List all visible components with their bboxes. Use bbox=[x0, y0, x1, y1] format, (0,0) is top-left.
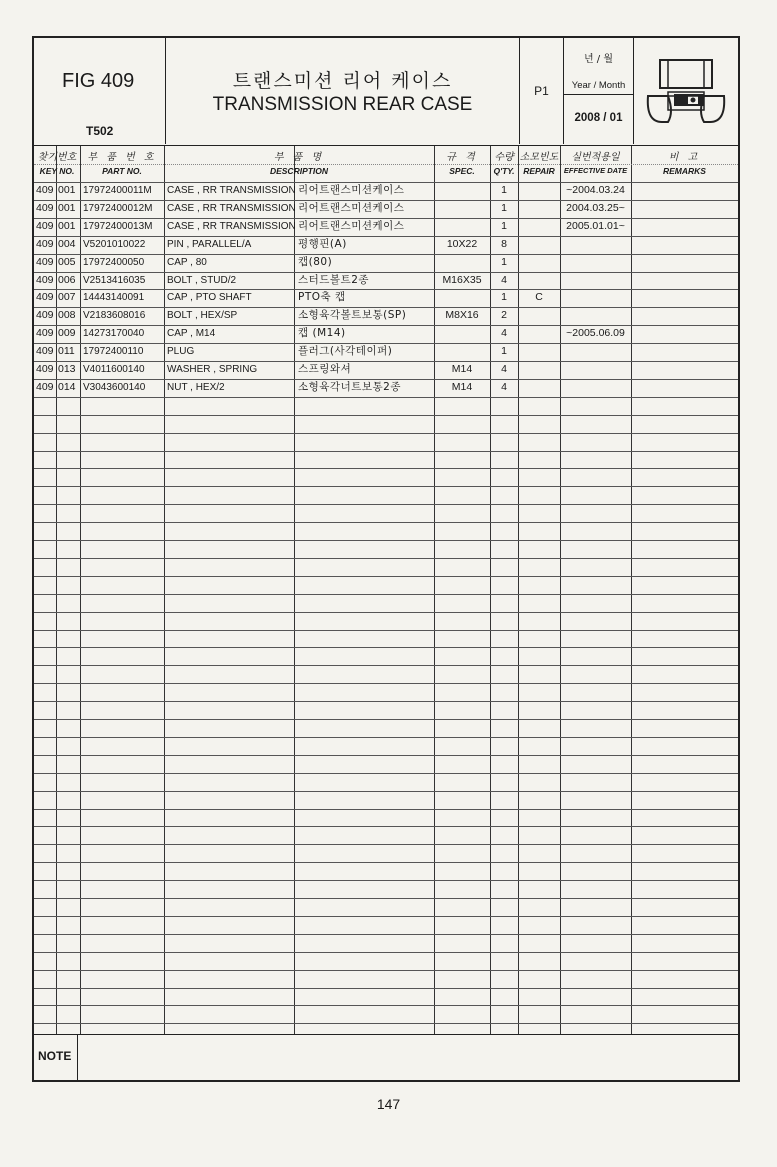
page-number: 147 bbox=[376, 1096, 401, 1112]
cell-qty: 1 bbox=[501, 255, 507, 268]
year-month-cell bbox=[564, 38, 634, 144]
cell-qty: 4 bbox=[501, 363, 507, 375]
cell-qty: 1 bbox=[501, 345, 507, 358]
cell-date: 2004.03.25~ bbox=[566, 201, 625, 214]
cell-desc: CAP , PTO SHAFT bbox=[167, 292, 252, 304]
cell-qty: 4 bbox=[501, 380, 507, 393]
cell-desc: CASE , RR TRANSMISSION bbox=[167, 220, 296, 232]
page-code: P1 bbox=[534, 84, 549, 98]
cell-key: 409 bbox=[36, 309, 54, 322]
year-month-korean: 년 / 월 bbox=[583, 54, 614, 65]
cell-part: 17972400050 bbox=[83, 256, 145, 268]
cell-part: 17972400013M bbox=[83, 220, 153, 232]
cell-part: V2513416035 bbox=[83, 274, 146, 286]
title-korean: 트랜스미션 리어 케이스 bbox=[232, 70, 453, 92]
col-part-en: PART NO. bbox=[102, 166, 142, 176]
cell-desc: BOLT , STUD/2 bbox=[167, 274, 237, 286]
cell-desc-ko: PTO축 캡 bbox=[298, 291, 346, 304]
cell-part: V5201010022 bbox=[83, 238, 146, 250]
cell-desc-ko: 플러그(사각테이퍼) bbox=[298, 345, 393, 358]
cell-date: ~2005.06.09 bbox=[566, 327, 625, 340]
cell-sub: 014 bbox=[58, 380, 76, 393]
cell-desc-ko: 소형육각볼트보통(SP) bbox=[298, 309, 407, 322]
cell-sub: 011 bbox=[58, 345, 75, 358]
note-label: NOTE bbox=[38, 1049, 72, 1063]
cell-sub: 001 bbox=[58, 184, 76, 196]
cell-sub: 008 bbox=[58, 309, 76, 322]
figure-number: FIG 409 bbox=[62, 70, 135, 92]
cell-desc: BOLT , HEX/SP bbox=[167, 310, 238, 322]
col-part-ko: 부 품 번 호 bbox=[87, 152, 157, 163]
cell-qty: 4 bbox=[501, 327, 507, 340]
cell-desc: PLUG bbox=[167, 346, 195, 358]
cell-key: 409 bbox=[36, 237, 54, 250]
col-repair-ko: 소모빈도 bbox=[519, 152, 559, 163]
col-spec-en: SPEC. bbox=[449, 166, 475, 176]
cell-desc: CASE , RR TRANSMISSION bbox=[167, 202, 296, 214]
cell-qty: 1 bbox=[501, 184, 507, 196]
col-key-ko: 찾기번호 bbox=[37, 152, 77, 163]
cell-sub: 004 bbox=[58, 237, 76, 250]
tractor-illustration bbox=[634, 38, 738, 144]
cell-spec: M14 bbox=[451, 363, 473, 375]
cell-key: 409 bbox=[36, 345, 54, 358]
cell-desc-ko: 캡 (M14) bbox=[298, 327, 346, 340]
year-month-label: Year / Month bbox=[571, 80, 626, 91]
cell-desc: CAP , M14 bbox=[167, 328, 216, 340]
figure-cell bbox=[34, 38, 166, 144]
cell-key: 409 bbox=[36, 201, 54, 214]
model-code: T502 bbox=[86, 124, 114, 138]
col-date-en: EFFECTIVE DATE bbox=[563, 166, 628, 175]
cell-part: 17972400110 bbox=[83, 346, 144, 358]
cell-spec: 10X22 bbox=[446, 237, 478, 250]
cell-part: V4011600140 bbox=[83, 364, 145, 375]
col-remarks-en: REMARKS bbox=[663, 166, 706, 176]
note-section bbox=[34, 1034, 738, 1080]
col-desc-en: DESCRIPTION bbox=[269, 166, 329, 176]
note-label-cell bbox=[34, 1035, 78, 1080]
cell-sub: 013 bbox=[58, 363, 76, 375]
cell-desc-ko: 리어트랜스미션케이스 bbox=[298, 184, 405, 196]
cell-desc: CASE , RR TRANSMISSION bbox=[167, 185, 296, 196]
cell-key: 409 bbox=[36, 255, 54, 268]
cell-qty: 4 bbox=[501, 273, 507, 286]
cell-sub: 009 bbox=[58, 327, 76, 340]
tractor-icon bbox=[638, 52, 734, 128]
cell-part: 14443140091 bbox=[83, 292, 145, 304]
cell-spec: M8X16 bbox=[445, 309, 479, 322]
col-desc-ko: 부 품 명 bbox=[273, 152, 325, 163]
col-qty-ko: 수량 bbox=[494, 152, 514, 163]
cell-desc-ko: 캡(80) bbox=[298, 255, 333, 268]
cell-qty: 1 bbox=[501, 219, 507, 232]
cell-part: 14273170040 bbox=[83, 328, 145, 340]
cell-key: 409 bbox=[36, 363, 54, 375]
cell-desc: NUT , HEX/2 bbox=[167, 381, 225, 393]
cell-desc: CAP , 80 bbox=[167, 256, 207, 268]
cell-qty: 1 bbox=[501, 201, 507, 214]
col-qty-en: Q'TY. bbox=[493, 166, 515, 176]
cell-key: 409 bbox=[36, 380, 54, 393]
cell-key: 409 bbox=[36, 327, 54, 340]
cell-key: 409 bbox=[36, 219, 54, 232]
col-date-ko: 실번적용일 bbox=[571, 152, 620, 163]
cell-part: 17972400011M bbox=[83, 185, 152, 196]
cell-key: 409 bbox=[36, 273, 54, 286]
sheet-header bbox=[34, 38, 738, 146]
cell-repair: C bbox=[535, 291, 543, 304]
cell-sub: 001 bbox=[58, 201, 76, 214]
cell-spec: M16X35 bbox=[442, 273, 482, 286]
cell-part: V2183608016 bbox=[83, 310, 146, 322]
cell-key: 409 bbox=[36, 291, 54, 304]
cell-sub: 005 bbox=[58, 255, 76, 268]
cell-part: 17972400012M bbox=[83, 202, 153, 214]
cell-desc-ko: 리어트랜스미션케이스 bbox=[298, 201, 405, 214]
cell-sub: 006 bbox=[58, 273, 76, 286]
cell-desc-ko: 리어트랜스미션케이스 bbox=[298, 219, 405, 232]
col-key-en: KEY NO. bbox=[39, 166, 75, 176]
cell-desc-ko: 평행핀(A) bbox=[298, 237, 347, 250]
page-code-cell bbox=[520, 38, 564, 144]
cell-key: 409 bbox=[36, 184, 54, 196]
cell-sub: 001 bbox=[58, 219, 76, 232]
cell-qty: 1 bbox=[501, 291, 507, 304]
parts-sheet bbox=[32, 36, 740, 1082]
cell-date: 2005.01.01~ bbox=[566, 219, 625, 232]
cell-desc: WASHER , SPRING bbox=[167, 364, 258, 375]
cell-desc: PIN , PARALLEL/A bbox=[167, 238, 252, 250]
title-cell bbox=[166, 38, 520, 144]
parts-table bbox=[34, 146, 738, 1034]
col-repair-en: REPAIR bbox=[523, 166, 555, 176]
col-spec-ko: 규 격 bbox=[446, 152, 478, 163]
cell-qty: 8 bbox=[501, 237, 507, 250]
cell-part: V3043600140 bbox=[83, 381, 146, 393]
cell-spec: M14 bbox=[451, 380, 473, 393]
title-english: TRANSMISSION REAR CASE bbox=[212, 94, 473, 115]
cell-desc-ko: 스터드볼트2종 bbox=[298, 273, 370, 286]
cell-desc-ko: 스프링와셔 bbox=[298, 363, 352, 375]
col-remarks-ko: 비 고 bbox=[668, 152, 701, 163]
cell-sub: 007 bbox=[58, 291, 76, 304]
cell-desc-ko: 소형육각너트보통2종 bbox=[298, 380, 401, 393]
cell-date: ~2004.03.24 bbox=[566, 184, 625, 196]
cell-qty: 2 bbox=[501, 309, 507, 322]
issue-date: 2008 / 01 bbox=[574, 112, 623, 124]
